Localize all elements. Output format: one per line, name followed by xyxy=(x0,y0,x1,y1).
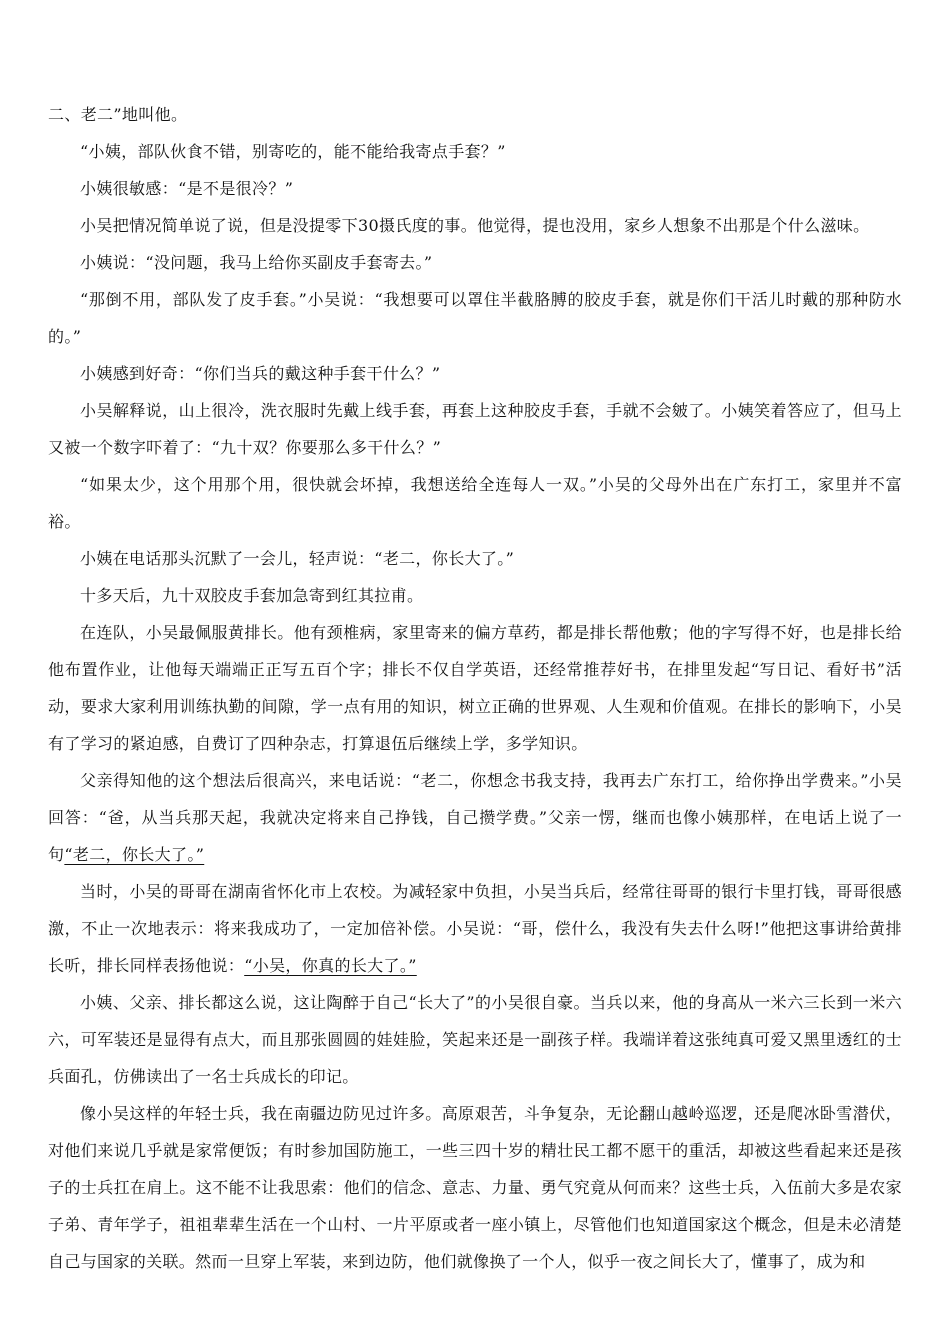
paragraph-6 xyxy=(48,281,902,355)
paragraph-text: 小吴把情况简单说了说，但是没提零下30摄氏度的事。他觉得，提也没用，家乡人想象不出那是个什么滋味。 xyxy=(80,216,870,235)
paragraph-text: 二、老二”地叫他。 xyxy=(48,105,188,124)
paragraph-text: 当时，小吴的哥哥在湖南省怀化市上农校。为减轻家中负担，小吴当兵后，经常往哥哥的银行卡里打钱，哥哥很感激，不止一次地表示：将来我成功了，一定加倍补偿。小吴说：“哥，偿什么，我没有失去什么呀!”他把这事讲给黄排长听，排长同样表扬他说： xyxy=(48,882,902,975)
paragraph-13 xyxy=(48,762,902,873)
paragraph-4 xyxy=(48,207,902,244)
paragraph-11 xyxy=(48,577,902,614)
paragraph-text: 小姨很敏感：“是不是很冷？” xyxy=(80,179,294,198)
paragraph-5 xyxy=(48,244,902,281)
paragraph-text: 小姨、父亲、排长都这么说，这让陶醉于自己“长大了”的小吴很自豪。当兵以来，他的身高从一米六三长到一米六六，可军装还是显得有点大，而且那张圆圆的娃娃脸，笑起来还是一副孩子样。我端详着这张纯真可爱又黑里透红的士兵面孔，仿佛读出了一名士兵成长的印记。 xyxy=(48,993,902,1086)
paragraph-12 xyxy=(48,614,902,762)
paragraph-8 xyxy=(48,392,902,466)
paragraph-text: 十多天后，九十双胶皮手套加急寄到红其拉甫。 xyxy=(80,586,424,605)
paragraph-text: 在连队，小吴最佩服黄排长。他有颈椎病，家里寄来的偏方草药，都是排长帮他敷；他的字写得不好，也是排长给他布置作业，让他每天端端正正写五百个字；排长不仅自学英语，还经常推荐好书，在排里发起“写日记、看好书”活动，要求大家利用训练执勤的间隙，学一点有用的知识，树立正确的世界观、人生观和价值观。在排长的影响下，小吴有了学习的紧迫感，自费订了四种杂志，打算退伍后继续上学，多学知识。 xyxy=(48,623,902,753)
document-page xyxy=(48,96,902,1280)
underlined-quote: “小吴，你真的长大了。” xyxy=(244,956,417,975)
paragraph-7 xyxy=(48,355,902,392)
paragraph-9 xyxy=(48,466,902,540)
paragraph-10 xyxy=(48,540,902,577)
paragraph-text: 父亲得知他的这个想法后很高兴，来电话说：“老二，你想念书我支持，我再去广东打工，给你挣出学费来。”小吴回答：“爸，从当兵那天起，我就决定将来自己挣钱，自己攒学费。”父亲一愣，继而也像小姨那样，在电话上说了一句 xyxy=(48,771,902,864)
paragraph-1 xyxy=(48,96,902,133)
paragraph-text: “那倒不用，部队发了皮手套。”小吴说：“我想要可以罩住半截胳膊的胶皮手套，就是你们干活儿时戴的那种防水的。” xyxy=(48,290,902,346)
paragraph-text: 小吴解释说，山上很冷，洗衣服时先戴上线手套，再套上这种胶皮手套，手就不会皴了。小姨笑着答应了，但马上又被一个数字吓着了：“九十双？你要那么多干什么？” xyxy=(48,401,902,457)
paragraph-text: 小姨说：“没问题，我马上给你买副皮手套寄去。” xyxy=(80,253,433,272)
paragraph-text: “小姨，部队伙食不错，别寄吃的，能不能给我寄点手套？” xyxy=(80,142,506,161)
paragraph-16 xyxy=(48,1095,902,1280)
paragraph-3 xyxy=(48,170,902,207)
paragraph-text: “如果太少，这个用那个用，很快就会坏掉，我想送给全连每人一双。”小吴的父母外出在广东打工，家里并不富裕。 xyxy=(48,475,902,531)
underlined-quote: “老二，你长大了。” xyxy=(64,845,205,864)
paragraph-text: 小姨在电话那头沉默了一会儿，轻声说：“老二，你长大了。” xyxy=(80,549,515,568)
paragraph-2 xyxy=(48,133,902,170)
paragraph-15 xyxy=(48,984,902,1095)
paragraph-text: 像小吴这样的年轻士兵，我在南疆边防见过许多。高原艰苦，斗争复杂，无论翻山越岭巡逻，还是爬冰卧雪潜伏，对他们来说几乎就是家常便饭；有时参加国防施工，一些三四十岁的精壮民工都不愿干的重活，却被这些看起来还是孩子的士兵扛在肩上。这不能不让我思索：他们的信念、意志、力量、勇气究竟从何而来？这些士兵，入伍前大多是农家子弟、青年学子，祖祖辈辈生活在一个山村、一片平原或者一座小镇上，尽管他们也知道国家这个概念，但是未必清楚自己与国家的关联。然而一旦穿上军装，来到边防，他们就像换了一个人，似乎一夜之间长大了，懂事了，成为和 xyxy=(48,1104,902,1271)
paragraph-text: 小姨感到好奇：“你们当兵的戴这种手套干什么？” xyxy=(80,364,441,383)
paragraph-14 xyxy=(48,873,902,984)
